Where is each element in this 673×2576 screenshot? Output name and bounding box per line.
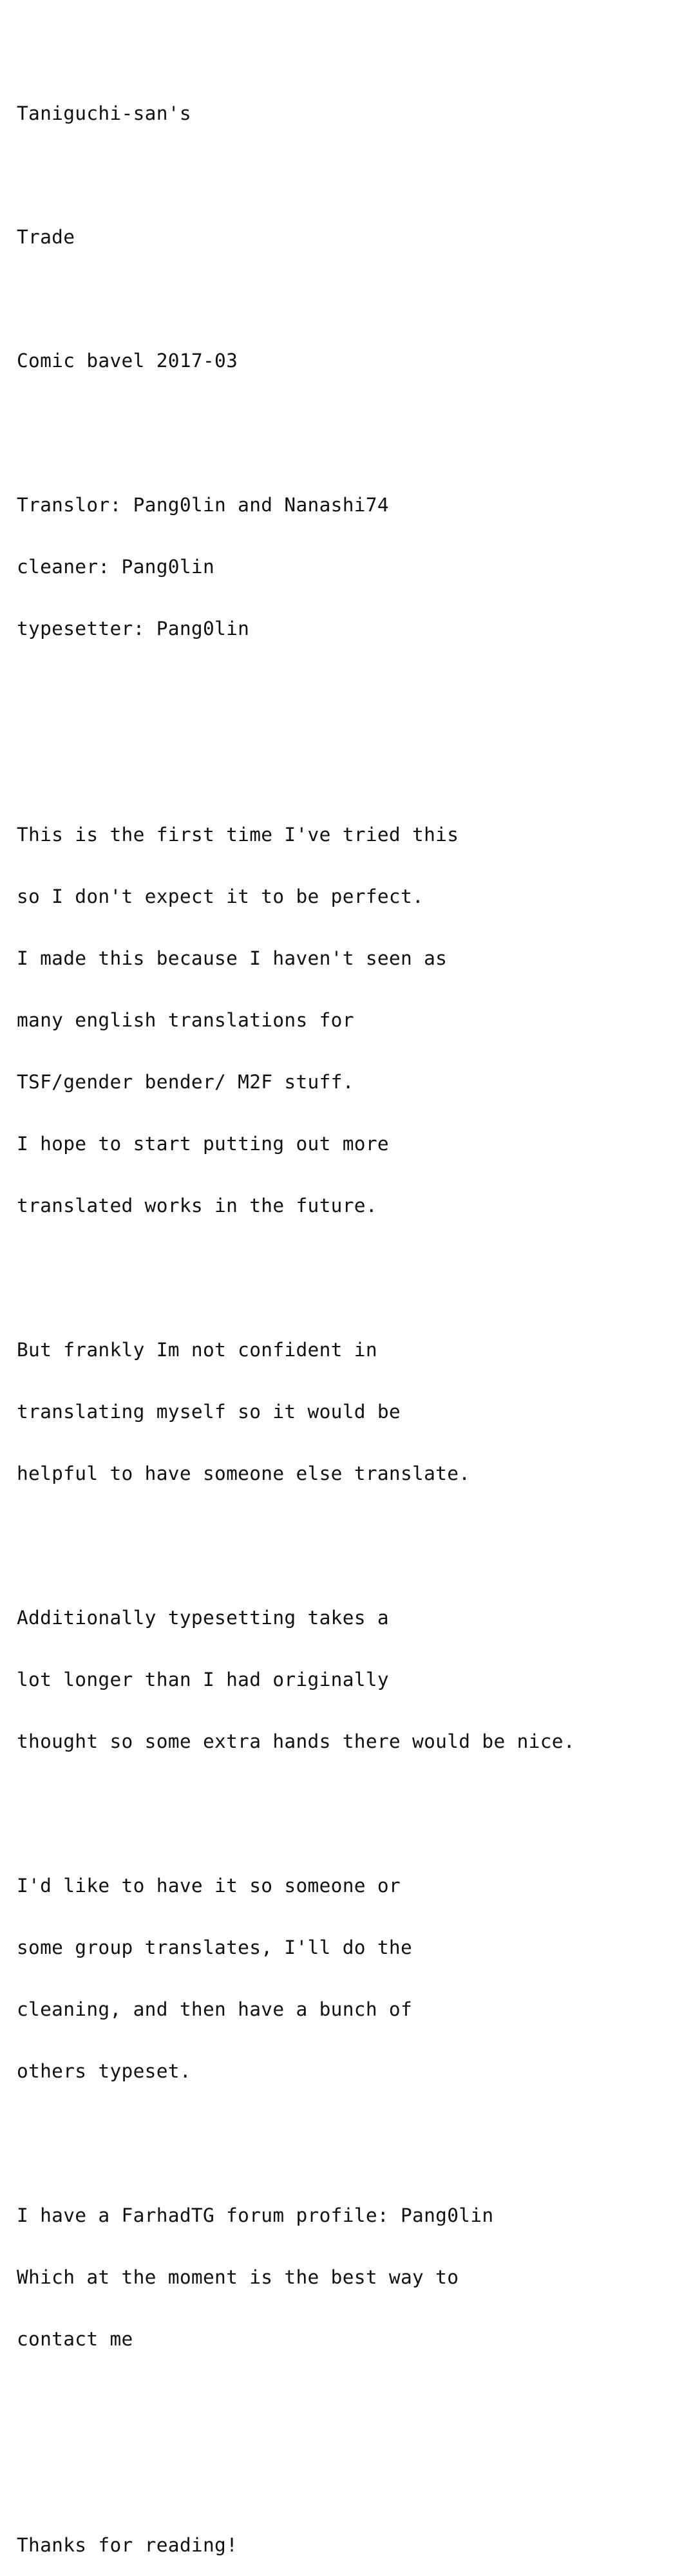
spacer: [17, 289, 670, 309]
closing-line: Thanks for reading!: [17, 2534, 238, 2556]
paragraph-line: translating myself so it would be: [17, 1401, 401, 1423]
paragraph-line: lot longer than I had originally: [17, 1669, 389, 1690]
spacer: [17, 680, 670, 701]
credit-cleaner: cleaner: Pang0lin: [17, 556, 215, 578]
paragraph-line: helpful to have someone else translate.: [17, 1463, 471, 1484]
paragraph-line: others typeset.: [17, 2060, 191, 2082]
author-line: Taniguchi-san's: [17, 102, 191, 124]
paragraph-line: I'd like to have it so someone or: [17, 1875, 401, 1897]
paragraph-line: cleaning, and then have a bunch of: [17, 1998, 413, 2020]
credit-typesetter: typesetter: Pang0lin: [17, 618, 250, 639]
spacer: [17, 742, 670, 762]
paragraph-line: This is the first time I've tried this: [17, 824, 459, 846]
paragraph-line: some group translates, I'll do the: [17, 1937, 413, 1958]
paragraph-line: Which at the moment is the best way to: [17, 2266, 459, 2288]
spacer: [17, 2391, 670, 2411]
paragraph-line: I made this because I haven't seen as: [17, 947, 448, 969]
spacer: [17, 165, 670, 185]
paragraph-line: I hope to start putting out more: [17, 1133, 389, 1155]
document-page: [17, 0, 670, 2576]
spacer: [17, 1525, 670, 1546]
paragraph-line: contact me: [17, 2328, 133, 2350]
paragraph-line: I have a FarhadTG forum profile: Pang0lin: [17, 2204, 494, 2226]
spacer: [17, 2452, 670, 2473]
paragraph-line: many english translations for: [17, 1009, 354, 1031]
paragraph-line: But frankly Im not confident in: [17, 1339, 377, 1361]
spacer: [17, 1793, 670, 1814]
paragraph-line: translated works in the future.: [17, 1195, 377, 1217]
credit-translator: Translor: Pang0lin and Nanashi74: [17, 494, 389, 516]
spacer: [17, 1257, 670, 1278]
work-title: Trade: [17, 226, 75, 248]
paragraph-line: so I don't expect it to be perfect.: [17, 886, 424, 907]
paragraph-line: Additionally typesetting takes a: [17, 1607, 389, 1629]
spacer: [17, 412, 670, 433]
spacer: [17, 2123, 670, 2143]
spacer: [17, 41, 670, 62]
paragraph-line: thought so some extra hands there would be nice.: [17, 1730, 575, 1752]
paragraph-line: TSF/gender bender/ M2F stuff.: [17, 1071, 354, 1093]
publication-line: Comic bavel 2017-03: [17, 350, 238, 372]
